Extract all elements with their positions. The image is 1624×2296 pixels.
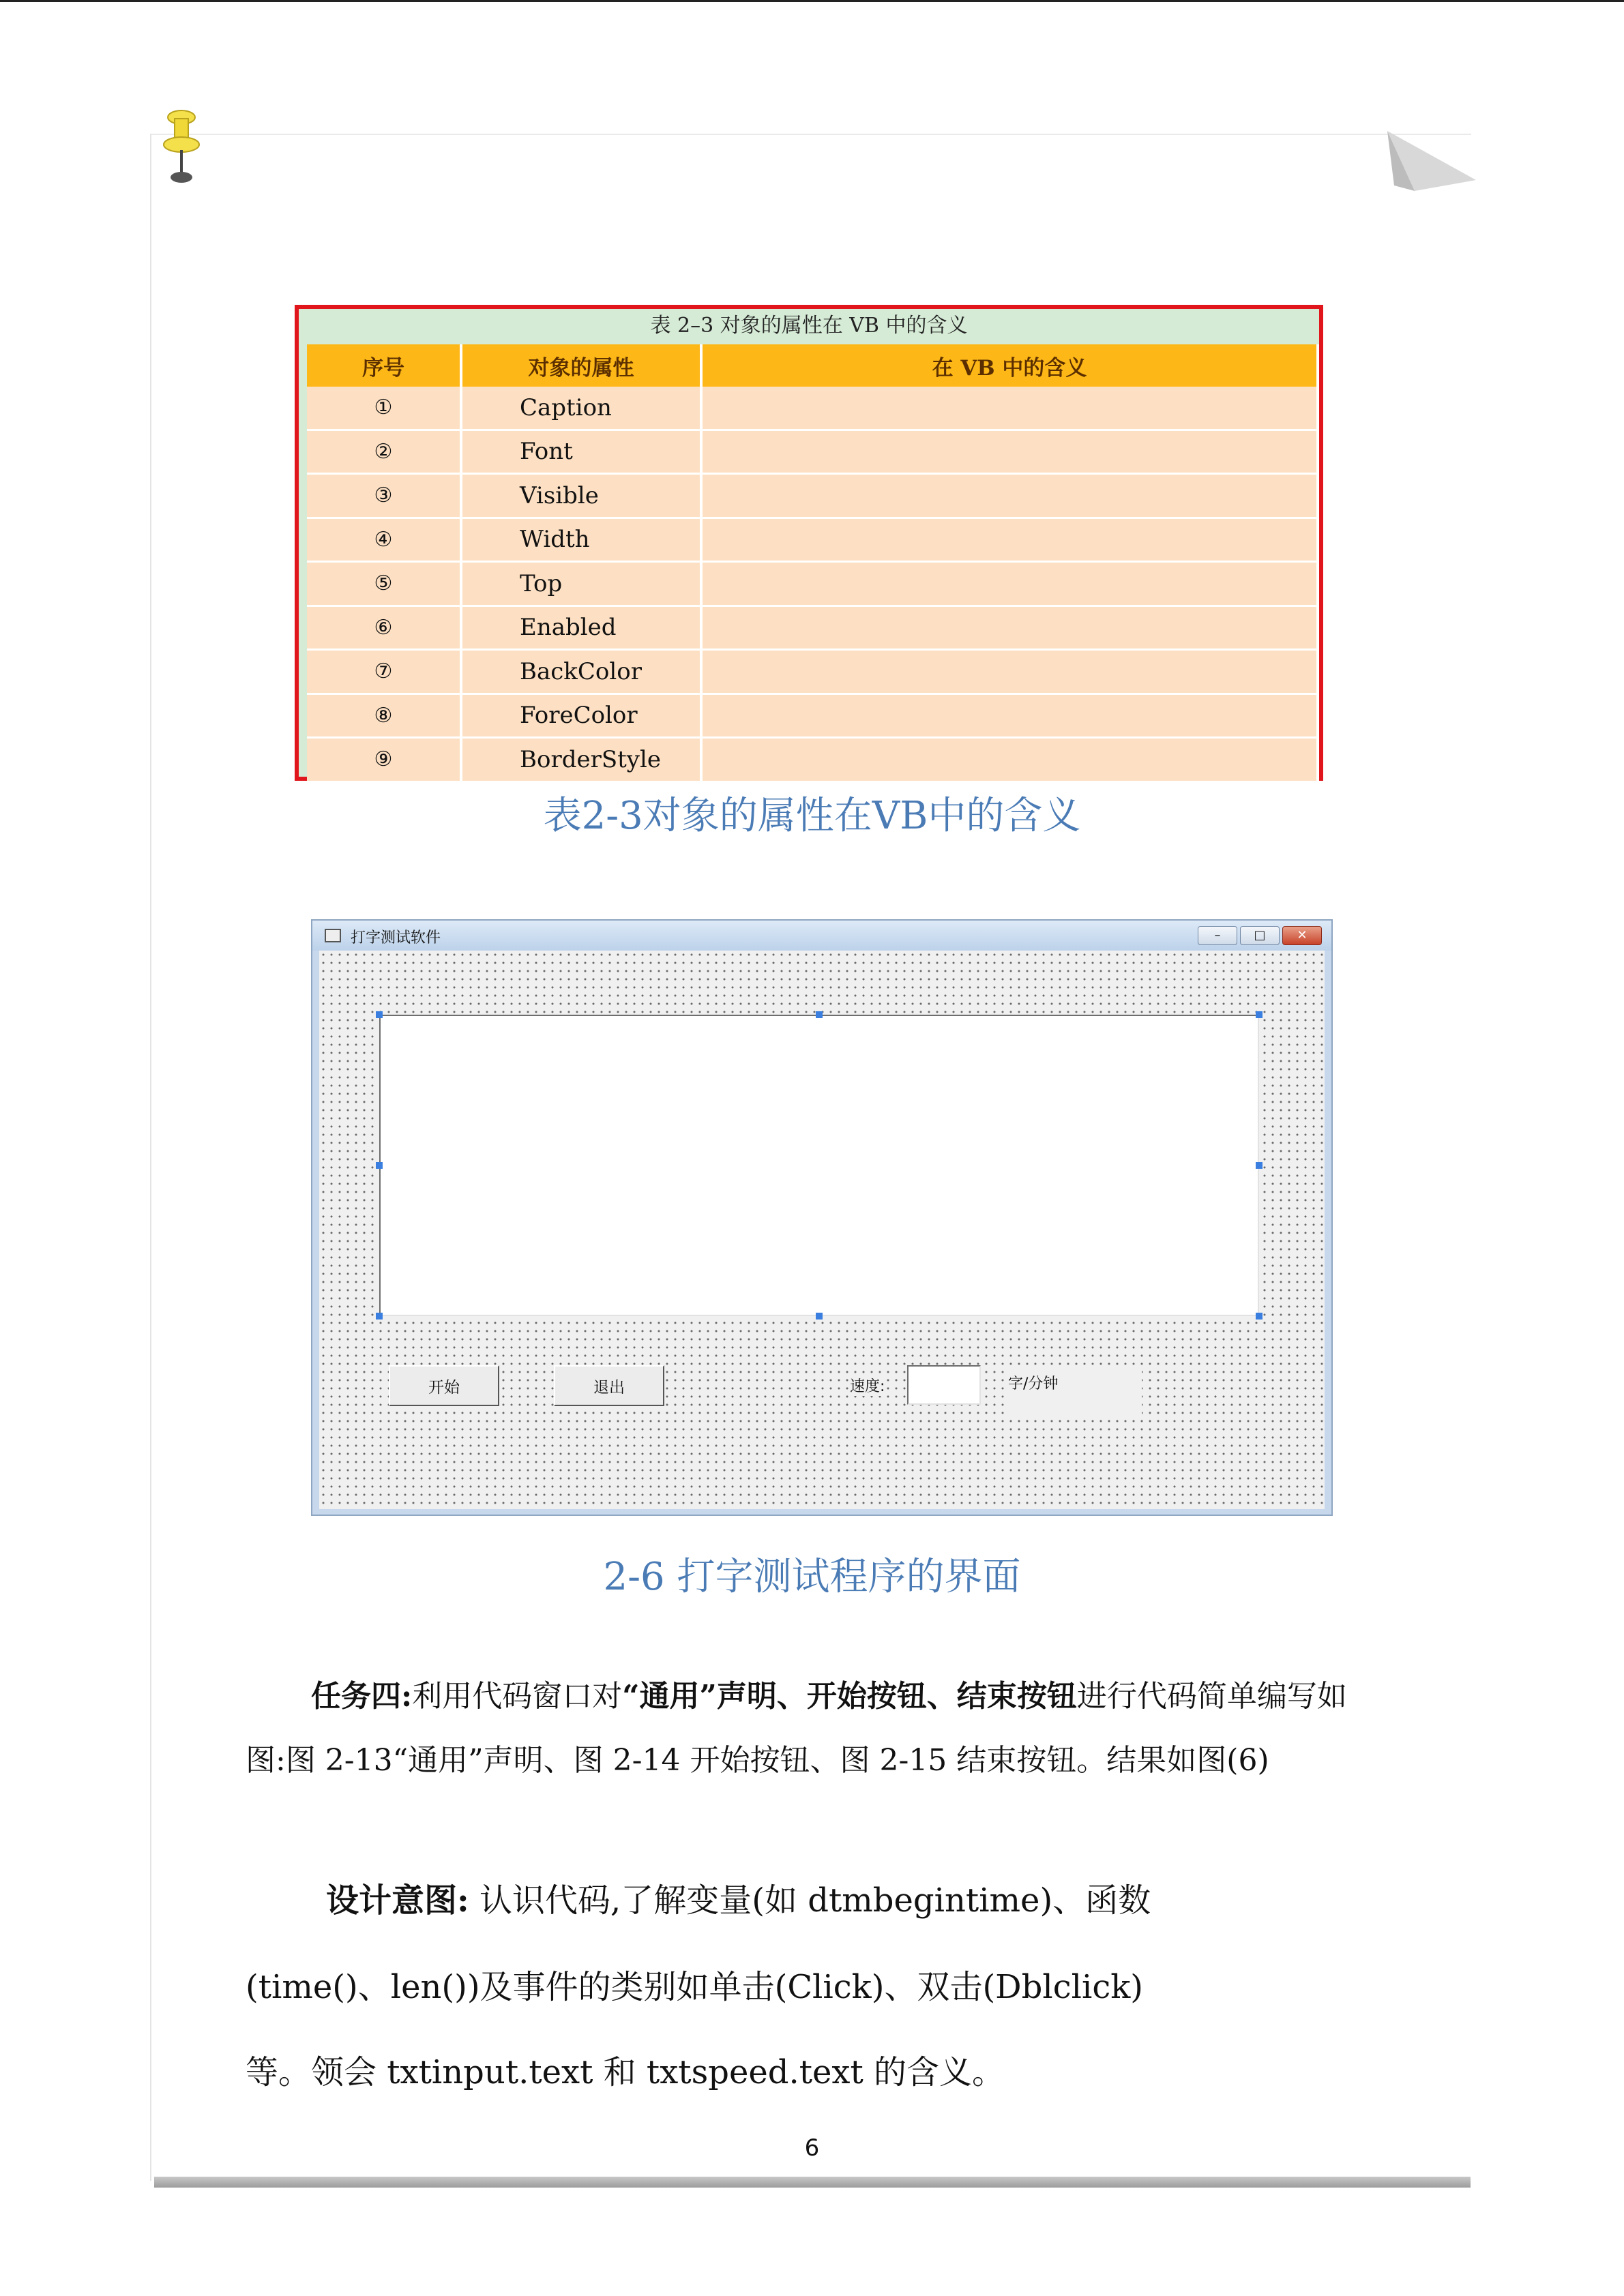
- form-design-grid: [319, 951, 1325, 1509]
- table-caption: 表2-3对象的属性在VB中的含义: [543, 794, 1081, 838]
- properties-table: [307, 344, 1319, 783]
- paper-shadow: [154, 2177, 1471, 2188]
- exit-button[interactable]: 退出: [554, 1365, 664, 1406]
- resize-handle[interactable]: [376, 1011, 383, 1018]
- resize-handle[interactable]: [816, 1011, 823, 1018]
- vb-form-window: [311, 919, 1333, 1516]
- task-bold-text: “通用”声明、开始按钮、结束按钮: [622, 1679, 1077, 1714]
- table-row: [307, 518, 1318, 562]
- table-row: [307, 562, 1318, 606]
- resize-handle[interactable]: [376, 1162, 383, 1169]
- row-meaning: [701, 474, 1318, 518]
- txtinput-textbox[interactable]: [379, 1015, 1259, 1316]
- row-meaning: [701, 694, 1318, 738]
- maximize-button[interactable]: [1240, 926, 1280, 945]
- design-label: 设计意图:: [326, 1881, 469, 1920]
- figure-caption: 2-6 打字测试程序的界面: [603, 1555, 1021, 1599]
- design-line-1: [246, 1874, 1458, 1921]
- table-header-row: [307, 344, 1318, 387]
- close-icon: ✕: [1297, 928, 1308, 942]
- page-number: 6: [804, 2134, 820, 2162]
- table-row: [307, 738, 1318, 782]
- resize-handle[interactable]: [1256, 1162, 1263, 1169]
- txtspeed-textbox[interactable]: [907, 1365, 981, 1405]
- row-property: Font: [461, 430, 701, 474]
- row-meaning: [701, 518, 1318, 562]
- table-row: [307, 694, 1318, 738]
- page-curl-icon: [1387, 131, 1476, 192]
- task-text-2: 进行代码简单编写如图:图 2-13“通用”声明、图 2-14 开始按钮、图 2-15 结束按钮。结果如图(6): [246, 1679, 1347, 1778]
- table-row: [307, 387, 1318, 430]
- resize-handle[interactable]: [376, 1313, 383, 1320]
- vb-window-title: 打字测试软件: [351, 929, 441, 946]
- row-meaning: [701, 430, 1318, 474]
- row-meaning: [701, 606, 1318, 650]
- properties-table-image: [295, 305, 1323, 781]
- start-button[interactable]: 开始: [389, 1365, 499, 1406]
- row-number: ②: [307, 430, 461, 474]
- row-property: Top: [461, 562, 701, 606]
- row-property: BackColor: [461, 650, 701, 694]
- minimize-icon: –: [1214, 928, 1221, 942]
- top-rule: [0, 0, 1624, 2]
- row-property: Caption: [461, 387, 701, 430]
- maximize-icon: □: [1254, 928, 1266, 942]
- row-property: Enabled: [461, 606, 701, 650]
- resize-handle[interactable]: [1256, 1011, 1263, 1018]
- task-paragraph: [246, 1665, 1378, 1793]
- row-property: ForeColor: [461, 694, 701, 738]
- unit-label: 字/分钟: [1005, 1367, 1142, 1418]
- design-text-1: 认识代码,了解变量(如 dtmbegintime)、函数: [479, 1881, 1151, 1920]
- row-number: ③: [307, 474, 461, 518]
- minimize-button[interactable]: [1198, 926, 1237, 945]
- row-number: ⑥: [307, 606, 461, 650]
- row-meaning: [701, 650, 1318, 694]
- table-row: [307, 430, 1318, 474]
- form-icon: [325, 929, 341, 942]
- header-property: 对象的属性: [461, 344, 701, 387]
- table-row: [307, 650, 1318, 694]
- window-controls: [1198, 926, 1322, 945]
- row-property: BorderStyle: [461, 738, 701, 782]
- header-number: 序号: [307, 344, 461, 387]
- resize-handle[interactable]: [1256, 1313, 1263, 1320]
- row-meaning: [701, 738, 1318, 782]
- design-line-3: 等。领会 txtinput.text 和 txtspeed.text 的含义。: [246, 2053, 1005, 2091]
- resize-handle[interactable]: [816, 1313, 823, 1320]
- row-number: ⑦: [307, 650, 461, 694]
- row-property: Visible: [461, 474, 701, 518]
- header-meaning: 在 VB 中的含义: [701, 344, 1318, 387]
- vb-title-bar: [312, 921, 1331, 951]
- task-text-1: 利用代码窗口对: [412, 1679, 623, 1714]
- row-number: ⑤: [307, 562, 461, 606]
- pushpin-icon: [161, 106, 202, 188]
- row-property: Width: [461, 518, 701, 562]
- row-number: ①: [307, 387, 461, 430]
- row-number: ⑨: [307, 738, 461, 782]
- design-line-2: (time()、len())及事件的类别如单击(Click)、双击(Dblclick): [246, 1968, 1144, 2006]
- table-row: [307, 474, 1318, 518]
- table-inner-title: 表 2–3 对象的属性在 VB 中的含义: [650, 314, 968, 338]
- row-meaning: [701, 387, 1318, 430]
- table-row: [307, 606, 1318, 650]
- row-number: ⑧: [307, 694, 461, 738]
- task-label: 任务四:: [311, 1679, 413, 1714]
- row-number: ④: [307, 518, 461, 562]
- row-meaning: [701, 562, 1318, 606]
- speed-label: 速度:: [850, 1375, 885, 1396]
- close-button[interactable]: [1282, 926, 1322, 945]
